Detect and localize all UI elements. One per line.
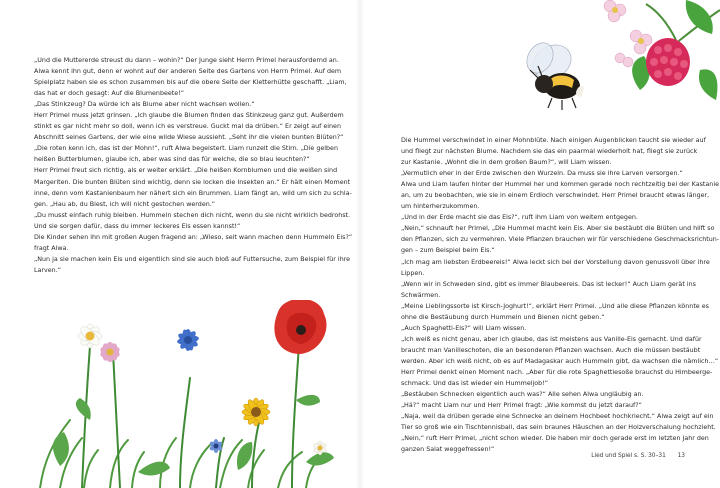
page-footer [591, 453, 685, 459]
text-line: „Nein,“ ruft Herr Primel, „nicht schon wieder. Die haben mir doch gerade erst im letzten Jahr den [401, 435, 709, 443]
text-line: „Meine Lieblingssorte ist Kirsch-Joghurt!“, erklärt Herr Primel. „Und alle diese Pflanzen könnte es [401, 302, 709, 310]
text-line: „Die roten kenn ich, das ist der Mohn!“, ruft Alwa begeistert. Liam runzelt die Stirn. „Die gelben [34, 145, 338, 153]
bumblebee [522, 38, 584, 110]
text-line: schmack. Und das ist wieder ein Hummeljob!“ [401, 380, 549, 388]
pink-cosmos-flower [99, 341, 121, 363]
text-line: Margeriten. Die bunten Blüten sind wichtig, denn sie locken die Insekten an.“ Er hält einen Moment [34, 178, 351, 186]
left-page-story-text [34, 55, 352, 276]
text-line: „Du musst einfach ruhig bleiben. Hummeln stechen dich nicht, wenn du sie nicht wirklich bedrohst. [34, 211, 351, 219]
text-line: zur Kastanie. „Wohnt die in dem großen Baum?“, will Liam wissen. [401, 159, 612, 167]
text-line: „Und die Muttererde streust du dann – wohin?“ Der Junge sieht Herrn Primel herausfordernd an. [34, 57, 339, 64]
text-line: Lippen. [401, 269, 425, 277]
bumblebee-raspberry-illustration [490, 0, 720, 130]
cornflower [176, 328, 199, 351]
text-line: Herr Primel freut sich richtig, als er weiter erklärt. „Die heißen Kornblumen und die weißen sind [34, 167, 338, 175]
red-poppy-flower [274, 300, 326, 354]
text-line: „Auch Spaghetti-Eis?“ will Liam wissen. [401, 324, 527, 332]
raspberry-blossoms [604, 0, 652, 67]
daisy-flower [78, 324, 102, 348]
text-line: Spielplatz haben sie es schon zusammen bis auf die obere Seite der Kletterhütte geschafft. „Liam, [34, 79, 347, 87]
text-line: Herr Primel muss jetzt grinsen. „Ich glaube die Blumen finden das Stinkzeug ganz gut. Außerdem [34, 112, 344, 120]
text-line: den Pflanzen, sich zu vermehren. Viele Pflanzen brauchen wir für verschiedene Geschmacksrichtun- [401, 236, 720, 244]
text-line: „Ich weiß es nicht genau, aber ich glaube, das ist meistens aus Vanille-Eis gemacht. Und dafür [401, 335, 702, 343]
text-line: werden. Aber ich weiß nicht, ob es auf Madagaskar auch Hummeln gibt, da wachsen die nämlich…“ [401, 357, 719, 365]
text-line: an, um zu beobachten, wie sie in einem Erdloch verschwindet. Herr Primel braucht etwas länger, [401, 192, 710, 200]
text-line: „Ich mag am liebsten Erdbeereis!“ Alwa leckt sich bei der Vorstellung davon genussvoll über ihre [401, 258, 710, 266]
text-line: Herr Primel denkt einen Moment nach. „Aber für die rote Spaghettiesoße brauchst du Himbeerge- [401, 368, 713, 376]
text-line: um hinterherzukommen. [401, 203, 480, 211]
text-line: „Wenn wir in Schweden sind, gibt es immer Blaubeereis. Das ist lecker!“ Auch Liam gerät ins [401, 280, 696, 288]
text-line: und fliegt zur nächsten Blume. Nachdem sie das ein paarmal wiederholt hat, fliegt sie zurück [401, 148, 698, 156]
wildflower-meadow-illustration [20, 300, 350, 488]
text-line: „Bestäuben Schnecken eigentlich auch was?“ Alle sehen Alwa ungläubig an. [401, 391, 644, 399]
text-line: gen – zum Beispiel beim Eis.“ [401, 247, 495, 255]
text-line: „Hä?“ macht Liam nur und Herr Primel fragt: „Wie kommst du jetzt darauf?“ [401, 402, 642, 410]
yellow-buttercup-flower [242, 398, 270, 426]
text-line: „Nun ja sie machen kein Eis und eigentlich sind sie auch bloß auf Futtersuche, zum Beispiel für ihre [34, 255, 351, 263]
text-line: Schwärmen. [401, 291, 441, 299]
text-line: das hat er doch gesagt: Auf die Blumenbeete!“ [34, 90, 185, 98]
text-line: „Naja, weil da drüben gerade eine Schnecke an deinem Hochbeet hochkriecht.“ Alwa zeigt auf ein [401, 413, 714, 421]
text-line: ohne die Bestäubung durch Hummeln und Bienen nicht geben.“ [401, 313, 605, 321]
text-line: „Und in der Erde macht sie das Eis?“, ruft ihm Liam von weitem entgegen. [401, 214, 638, 222]
text-line: gen. „Hau ab, du Biest, ich will nicht gestochen werden.“ [34, 200, 216, 208]
text-line: Abschnitt seines Gartens, der wie eine wilde Wiese aussieht. „Seht ihr die vielen bunten Blüten?“ [34, 134, 344, 142]
text-line: Alwa kennt ihn gut, denn er wohnt auf der anderen Seite des Gartens von Herrn Primel. Auf dem [34, 68, 342, 76]
text-line: inne, denn vom Kastanienbaum her nähert sich ein Brummen. Liam fängt an, wild um sich zu schla- [34, 189, 352, 197]
text-line: Die Kinder sehen ihn mit großen Augen fragend an: „Wieso, seit wann machen denn Hummeln Eis?“ [34, 233, 353, 241]
footer-reference: Lied und Spiel s. S. 30–31 [591, 453, 666, 459]
text-line: ganzen Salat weggefressen!“ [401, 446, 495, 454]
text-line: Tier so groß wie ein Tischtennisball, das sein braunes Häuschen an der Holzverschalung hochzieht. [401, 424, 716, 432]
text-line: Die Hummel verschwindet in einer Mohnblüte. Nach einigen Augenblicken taucht sie wieder auf [401, 137, 706, 144]
text-line: braucht man Vanilleschoten, die an besonderen Pflanzen wachsen. Auch die müssen bestäubt [401, 346, 701, 354]
right-page-story-text [401, 135, 720, 455]
text-line: „Nein,“ schnauft her Primel, „Die Hummel macht kein Eis. Aber sie bestäubt die Blüten und hilft so [401, 225, 715, 233]
text-line: stinkt es gar nicht mehr so doll, wenn ich es verstreue. Guckt mal da drüben.“ Er zeigt auf einen [34, 123, 341, 131]
text-line: Und sie sorgen dafür, dass du immer leckeres Eis essen kannst!“ [34, 222, 241, 230]
text-line: fragt Alwa. [34, 244, 69, 252]
text-line: Larven.“ [34, 266, 62, 274]
text-line: „Das Stinkzeug? Da würde ich als Blume aber nicht wachsen wollen.“ [34, 101, 255, 109]
text-line: heißen Butterblumen, glaube ich, aber was sind das für welche, die so blau leuchten?“ [34, 156, 310, 164]
right-page [360, 0, 720, 488]
text-line: „Vermutlich eher in der Erde zwischen den Wurzeln. Da muss sie ihre Larven versorgen.“ [401, 170, 683, 178]
raspberry-fruit [646, 38, 690, 86]
text-line: Alwa und Liam laufen hinter der Hummel her und kommen gerade noch rechtzeitig bei der Kastanie [401, 181, 719, 189]
page-number: 13 [677, 453, 685, 459]
